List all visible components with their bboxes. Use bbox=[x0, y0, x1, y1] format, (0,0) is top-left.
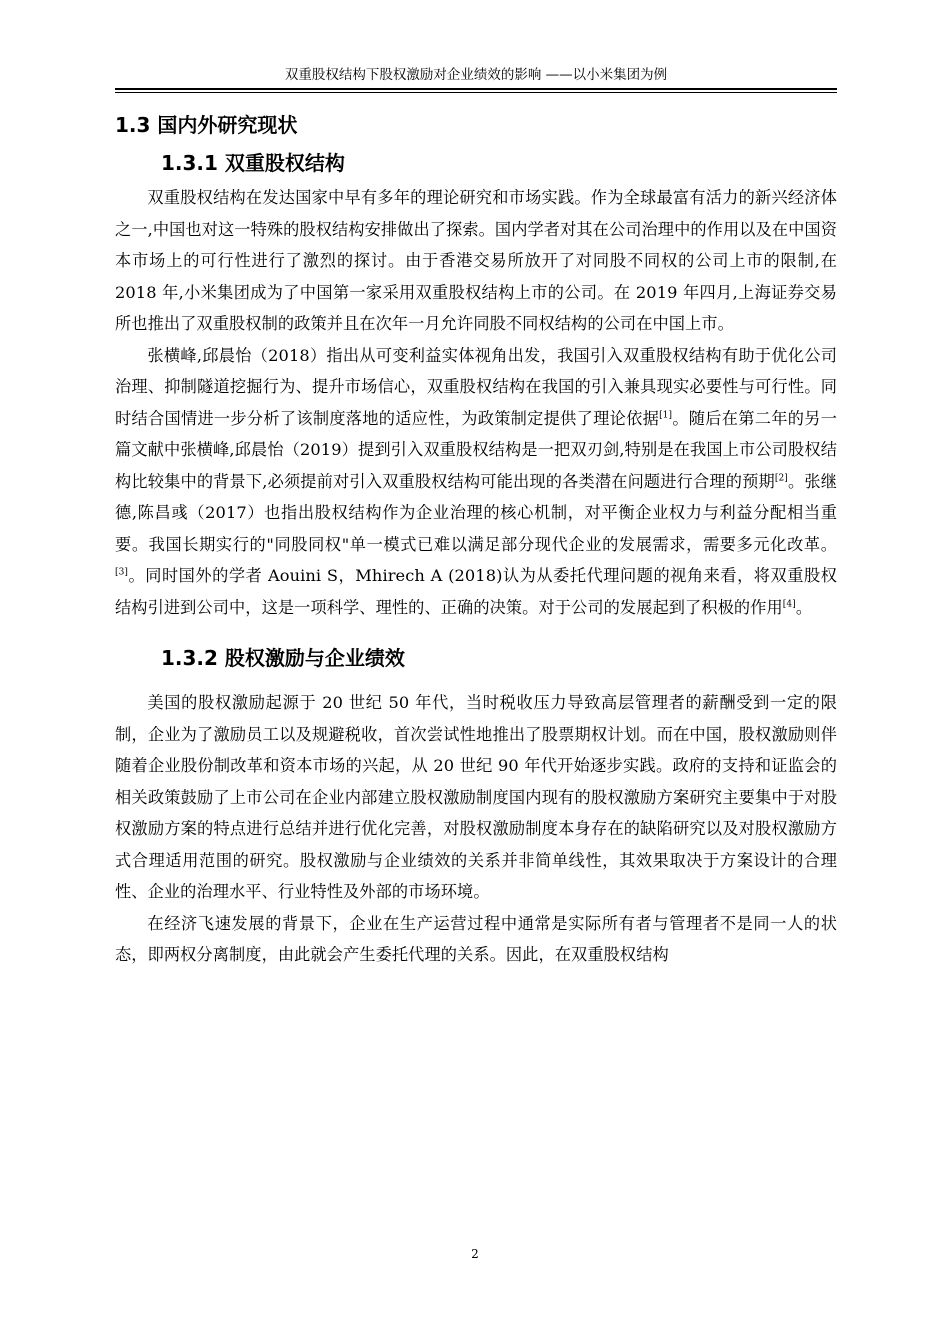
subsection-heading-2: 1.3.2 股权激励与企业绩效 bbox=[161, 646, 405, 670]
citation-1: [1] bbox=[659, 410, 673, 421]
paragraph-2-text-1: 张横峰,邱晨怡（2018）指出从可变利益实体视角出发，我国引入双重股权结构有助于优化公司治理、抑制隧道挖掘行为、提升市场信心，双重股权结构在我国的引入兼具现实必要性与可行性。同时结合国情进一步分析了该制度落地的适应性，为政策制定提供了理论依据 bbox=[115, 345, 837, 428]
paragraph-3: 美国的股权激励起源于 20 世纪 50 年代，当时税收压力导致高层管理者的薪酬受到一定的限制，企业为了激励员工以及规避税收，首次尝试性地推出了股票期权计划。而在中国，股权激励则伴随着企业股份制改革和资本市场的兴起，从 20 世纪 90 年代开始逐步实践。政府的支持和证监会的相关政策鼓励了上市公司在企业内部建立股权激励制度国内现有的股权激励方案研究主要集中于对股权激励方案的特点进行总结并进行优化完善，对股权激励制度本身存在的缺陷研究以及对股权激励方式合理适用范围的研究。股权激励与企业绩效的关系并非简单线性，其效果取决于方案设计的合理性、企业的治理水平、行业特性及外部的市场环境。 bbox=[115, 693, 837, 901]
page-number: 2 bbox=[471, 1247, 479, 1261]
citation-3: [3] bbox=[115, 567, 129, 578]
citation-4: [4] bbox=[782, 599, 796, 610]
header-rule-thin bbox=[115, 92, 837, 93]
paragraph-2-text-2: 。随后在第二年的另一篇文献中张横峰,邱晨怡（2019）提到引入双重股权结构是一把双刃剑,特别是在我国上市公司股权结构比较集中的背景下,必须提前对引入双重股权结构可能出现的各类潜在问题进行合理的预期 bbox=[115, 408, 837, 491]
paragraph-2-text-5: 。 bbox=[795, 597, 813, 617]
paragraph-4: 在经济飞速发展的背景下，企业在生产运营过程中通常是实际所有者与管理者不是同一人的状态，即两权分离制度，由此就会产生委托代理的关系。因此，在双重股权结构 bbox=[115, 913, 837, 964]
paragraph-2-text-4: 。同时国外的学者 Aouini S，Mhirech A (2018)认为从委托代理问题的视角来看，将双重股权结构引进到公司中，这是一项科学、理性的、正确的决策。对于公司的发展起到了积极的作用 bbox=[115, 566, 837, 617]
section-heading: 1.3 国内外研究现状 bbox=[115, 113, 298, 137]
subsection-heading-1: 1.3.1 双重股权结构 bbox=[161, 151, 345, 175]
running-header: 双重股权结构下股权激励对企业绩效的影响 ——以小米集团为例 bbox=[284, 67, 668, 83]
document-body bbox=[115, 100, 837, 971]
paragraph-1: 双重股权结构在发达国家中早有多年的理论研究和市场实践。作为全球最富有活力的新兴经济体之一,中国也对这一特殊的股权结构安排做出了探索。国内学者对其在公司治理中的作用以及在中国资本市场上的可行性进行了激烈的探讨。由于香港交易所放开了对同股不同权的公司上市的限制,在 2018 年,小米集团成为了中国第一家采用双重股权结构上市的公司。在 2019 年四月,上海证券交易所也推出了双重股权制的政策并且在次年一月允许同股不同权结构的公司在中国上市。 bbox=[115, 188, 837, 333]
paragraph-2 bbox=[115, 340, 837, 624]
citation-2: [2] bbox=[774, 473, 788, 484]
paragraph-2-text-3: 。张继德,陈昌彧（2017）也指出股权结构作为企业治理的核心机制，对平衡企业权力与利益分配相当重要。我国长期实行的"同股同权"单一模式已难以满足部分现代企业的发展需求，需要多元化改革。 bbox=[115, 471, 837, 554]
header-rule-thick bbox=[115, 88, 837, 90]
